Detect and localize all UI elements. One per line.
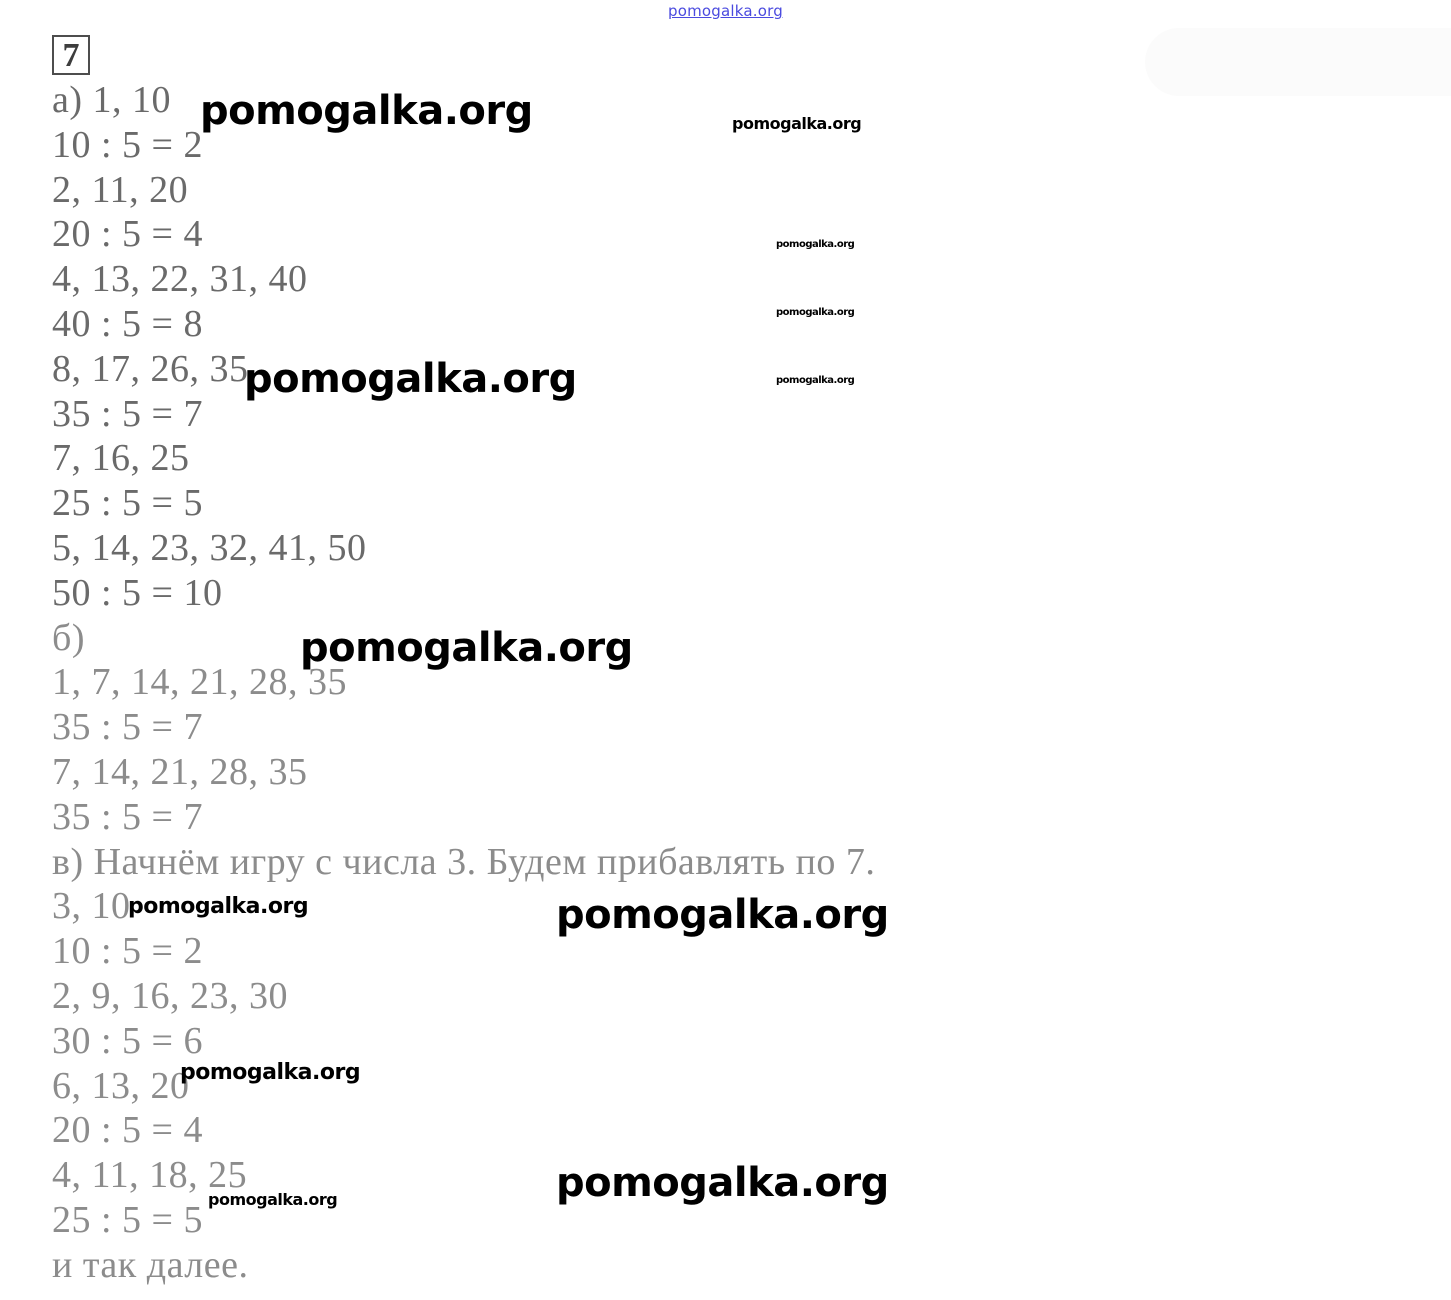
solution-line: 20 : 5 = 4 — [52, 1109, 203, 1152]
solution-line: а) 1, 10 — [52, 79, 172, 121]
solution-line: 10 : 5 = 2 — [52, 930, 203, 973]
solution-line: 3, 10 — [52, 885, 131, 928]
watermark: pomogalka.org — [732, 114, 862, 133]
solution-line: 25 : 5 = 5 — [52, 1198, 203, 1241]
solution-line: б) — [52, 616, 85, 659]
solution-line: 7, 14, 21, 28, 35 — [52, 750, 308, 793]
watermark: pomogalka.org — [556, 892, 889, 938]
solution-line: 20 : 5 = 4 — [52, 213, 203, 256]
watermark: pomogalka.org — [208, 1190, 338, 1209]
task-number: 7 — [52, 35, 90, 75]
solution-line: 2, 9, 16, 23, 30 — [52, 974, 288, 1017]
faint-background-box — [1145, 28, 1451, 96]
watermark: pomogalka.org — [776, 375, 855, 386]
solution-line: и так далее. — [52, 1243, 249, 1286]
solution-line: 4, 13, 22, 31, 40 — [52, 258, 308, 301]
solution-line: в) Начнём игру с числа 3. Будем прибавлять по 7. — [52, 840, 876, 883]
solution-line: 1, 7, 14, 21, 28, 35 — [52, 661, 347, 704]
watermark: pomogalka.org — [300, 625, 633, 671]
solution-line: 35 : 5 = 7 — [52, 795, 203, 838]
watermark: pomogalka.org — [776, 307, 855, 318]
watermark: pomogalka.org — [556, 1160, 889, 1206]
watermark: pomogalka.org — [180, 1060, 361, 1085]
solution-line: 2, 11, 20 — [52, 168, 189, 211]
solution-line: 50 : 5 = 10 — [52, 571, 223, 614]
solution-line: 35 : 5 = 7 — [52, 706, 203, 749]
solution-line: 40 : 5 = 8 — [52, 302, 203, 345]
solution-line: 30 : 5 = 6 — [52, 1019, 203, 1062]
watermark: pomogalka.org — [776, 239, 855, 250]
solution-line: 7, 16, 25 — [52, 437, 190, 480]
site-link[interactable]: pomogalka.org — [668, 2, 783, 20]
solution-line: 6, 13, 20 — [52, 1064, 190, 1107]
solution-line: 10 : 5 = 2 — [52, 123, 203, 166]
solution-line: 25 : 5 = 5 — [52, 482, 203, 525]
solution-line: 5, 14, 23, 32, 41, 50 — [52, 526, 367, 569]
solution-line: 4, 11, 18, 25 — [52, 1154, 248, 1197]
solution-line: 35 : 5 = 7 — [52, 392, 203, 435]
solution-text — [52, 78, 952, 1288]
solution-line: 8, 17, 26, 35 — [52, 347, 249, 390]
watermark: pomogalka.org — [200, 88, 533, 134]
watermark: pomogalka.org — [244, 356, 577, 402]
watermark: pomogalka.org — [128, 894, 309, 919]
